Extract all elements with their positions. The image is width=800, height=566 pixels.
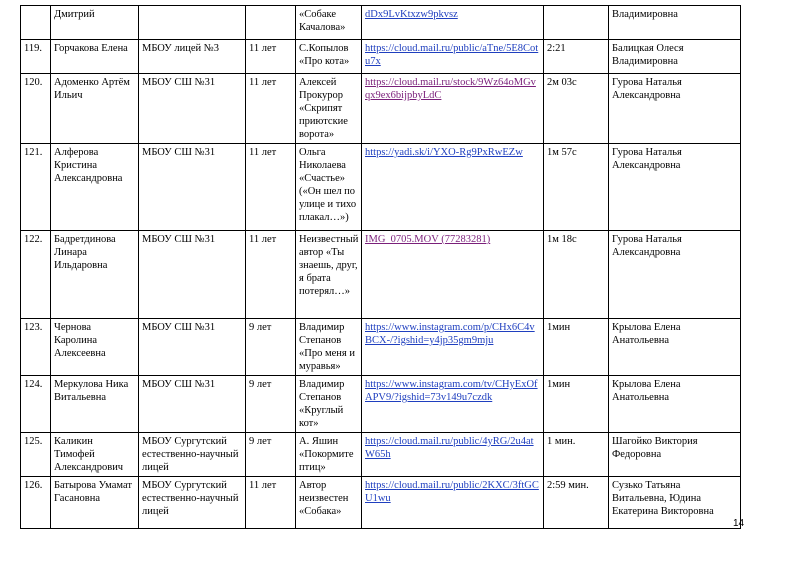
- participant-name-cell: [51, 6, 139, 40]
- participant-name-cell: [51, 144, 139, 231]
- duration-cell: [544, 6, 609, 40]
- duration-cell: [544, 74, 609, 144]
- table-row: [21, 6, 741, 40]
- video-link-cell: [362, 6, 544, 40]
- work-title-cell: [296, 376, 362, 433]
- duration: 2:21: [547, 43, 566, 54]
- participant-age: 9 лет: [249, 379, 272, 390]
- row-number-cell: [21, 144, 51, 231]
- participant-age-cell: [246, 477, 296, 529]
- teacher-name-cell: [609, 74, 741, 144]
- row-number-cell: [21, 231, 51, 319]
- teacher-name-cell: [609, 477, 741, 529]
- duration-cell: [544, 144, 609, 231]
- participant-name-cell: [51, 319, 139, 376]
- row-number: 123.: [24, 322, 43, 333]
- duration: 1 мин.: [547, 436, 576, 447]
- duration: 1мин: [547, 379, 571, 390]
- work-title-cell: [296, 231, 362, 319]
- video-link-cell: [362, 477, 544, 529]
- video-link[interactable]: dDx9LvKtxzw9pkvsz: [365, 9, 458, 20]
- teacher-name: Гурова Наталья Александровна: [612, 77, 682, 101]
- participant-age: 11 лет: [249, 480, 277, 491]
- duration-cell: [544, 376, 609, 433]
- school-name: МБОУ СШ №31: [142, 379, 216, 390]
- school-name-cell: [139, 40, 246, 74]
- row-number: 119.: [24, 43, 42, 54]
- video-link-cell: [362, 74, 544, 144]
- participant-age: 11 лет: [249, 234, 277, 245]
- school-name: МБОУ СШ №31: [142, 322, 216, 333]
- participant-name-cell: [51, 376, 139, 433]
- teacher-name: Владимировна: [612, 9, 678, 20]
- participant-age: 11 лет: [249, 147, 277, 158]
- row-number: 120.: [24, 77, 43, 88]
- participant-name-cell: [51, 433, 139, 477]
- participant-age-cell: [246, 6, 296, 40]
- duration-cell: [544, 433, 609, 477]
- video-link-cell: [362, 433, 544, 477]
- row-number: 124.: [24, 379, 43, 390]
- row-number-cell: [21, 433, 51, 477]
- participant-age-cell: [246, 40, 296, 74]
- participant-name-cell: [51, 74, 139, 144]
- table-row: [21, 376, 741, 433]
- row-number-cell: [21, 40, 51, 74]
- participant-name: Бадретдинова Линара Ильдаровна: [54, 234, 116, 271]
- duration: 2м 03с: [547, 77, 577, 88]
- participants-table: [20, 5, 741, 529]
- page-number: 14: [733, 518, 745, 529]
- video-link-cell: [362, 319, 544, 376]
- duration: 1м 18с: [547, 234, 577, 245]
- school-name-cell: [139, 477, 246, 529]
- row-number-cell: [21, 319, 51, 376]
- table-row: [21, 231, 741, 319]
- row-number: 126.: [24, 480, 43, 491]
- participant-name-cell: [51, 477, 139, 529]
- teacher-name: Сузько Татьяна Витальевна, Юдина Екатерина Викторовна: [612, 480, 714, 517]
- work-title: Владимир Степанов «Круглый кот»: [299, 379, 345, 429]
- work-title: А. Яшин «Покормите птиц»: [299, 436, 354, 473]
- participant-name: Алферова Кристина Александровна: [54, 147, 123, 184]
- work-title: Алексей Прокурор «Скрипят приютские ворота»: [299, 77, 348, 140]
- teacher-name-cell: [609, 231, 741, 319]
- video-link[interactable]: https://cloud.mail.ru/public/4yRG/2u4atW65h: [365, 436, 534, 460]
- work-title-cell: [296, 319, 362, 376]
- work-title: Ольга Николаева «Счастье» («Он шел по улице и тихо плакал…»): [299, 147, 357, 223]
- work-title-cell: [296, 144, 362, 231]
- row-number: 125.: [24, 436, 43, 447]
- row-number-cell: [21, 74, 51, 144]
- row-number: 122.: [24, 234, 43, 245]
- duration-cell: [544, 231, 609, 319]
- duration: 1м 57с: [547, 147, 577, 158]
- teacher-name: Шагойко Виктория Федоровна: [612, 436, 698, 460]
- work-title-cell: [296, 477, 362, 529]
- work-title-cell: [296, 6, 362, 40]
- participant-age-cell: [246, 376, 296, 433]
- participant-age: 9 лет: [249, 436, 272, 447]
- row-number: 121.: [24, 147, 43, 158]
- duration-cell: [544, 477, 609, 529]
- school-name-cell: [139, 231, 246, 319]
- duration-cell: [544, 40, 609, 74]
- participant-age-cell: [246, 74, 296, 144]
- school-name: МБОУ лицей №3: [142, 43, 219, 54]
- duration: 1мин: [547, 322, 571, 333]
- table-row: [21, 319, 741, 376]
- work-title: «Собаке Качалова»: [299, 9, 346, 33]
- participant-age: 11 лет: [249, 43, 277, 54]
- participant-age-cell: [246, 433, 296, 477]
- teacher-name-cell: [609, 319, 741, 376]
- video-link[interactable]: https://cloud.mail.ru/stock/9Wz64oMGvqx9ex6bijpbyLdC: [365, 77, 536, 101]
- school-name-cell: [139, 319, 246, 376]
- video-link[interactable]: https://yadi.sk/i/YXO-Rg9PxRwEZw: [365, 147, 523, 158]
- duration-cell: [544, 319, 609, 376]
- work-title: Неизвестный автор «Ты знаешь, друг, я брата потерял…»: [299, 234, 359, 297]
- video-link-cell: [362, 376, 544, 433]
- participant-name: Меркулова Ника Витальевна: [54, 379, 129, 403]
- school-name: МБОУ Сургутский естественно-научный лицей: [142, 480, 239, 517]
- school-name-cell: [139, 144, 246, 231]
- video-link-cell: [362, 40, 544, 74]
- participant-name: Дмитрий: [54, 9, 95, 20]
- row-number-cell: [21, 376, 51, 433]
- participant-name: Чернова Каролина Алексеевна: [54, 322, 106, 359]
- video-link[interactable]: https://cloud.mail.ru/public/aTne/5E8Cotu7x: [365, 43, 539, 67]
- school-name: МБОУ СШ №31: [142, 147, 216, 158]
- participant-age: 11 лет: [249, 77, 277, 88]
- participant-name: Горчакова Елена: [54, 43, 128, 54]
- table-row: [21, 74, 741, 144]
- participant-name-cell: [51, 40, 139, 74]
- teacher-name: Гурова Наталья Александровна: [612, 234, 682, 258]
- teacher-name-cell: [609, 433, 741, 477]
- school-name-cell: [139, 433, 246, 477]
- video-link[interactable]: https://www.instagram.com/p/CHx6C4vBCX-/?igshid=y4jp35gm9mju: [365, 322, 535, 346]
- participant-name: Батырова Умамат Гасановна: [54, 480, 132, 504]
- school-name-cell: [139, 6, 246, 40]
- school-name-cell: [139, 376, 246, 433]
- video-link[interactable]: https://www.instagram.com/tv/CHyExOfAPV9/?igshid=73v149u7czdk: [365, 379, 538, 403]
- work-title: Владимир Степанов «Про меня и муравья»: [299, 322, 355, 372]
- video-link-cell: [362, 144, 544, 231]
- teacher-name: Балицкая Олеся Владимировна: [612, 43, 684, 67]
- school-name-cell: [139, 74, 246, 144]
- work-title-cell: [296, 433, 362, 477]
- school-name: МБОУ СШ №31: [142, 234, 216, 245]
- teacher-name: Крылова Елена Анатольевна: [612, 379, 681, 403]
- teacher-name-cell: [609, 144, 741, 231]
- table-row: [21, 433, 741, 477]
- table-row: [21, 40, 741, 74]
- work-title-cell: [296, 74, 362, 144]
- work-title: С.Копылов «Про кота»: [299, 43, 350, 67]
- teacher-name: Гурова Наталья Александровна: [612, 147, 682, 171]
- participant-name: Каликин Тимофей Александрович: [54, 436, 124, 473]
- row-number-cell: [21, 6, 51, 40]
- teacher-name-cell: [609, 376, 741, 433]
- teacher-name-cell: [609, 40, 741, 74]
- teacher-name-cell: [609, 6, 741, 40]
- work-title: Автор неизвестен «Собака»: [299, 480, 349, 517]
- work-title-cell: [296, 40, 362, 74]
- participant-age: 9 лет: [249, 322, 272, 333]
- table-row: [21, 144, 741, 231]
- participant-age-cell: [246, 144, 296, 231]
- duration: 2:59 мин.: [547, 480, 589, 491]
- participant-name-cell: [51, 231, 139, 319]
- participant-age-cell: [246, 231, 296, 319]
- video-link[interactable]: IMG_0705.MOV (77283281): [365, 234, 491, 245]
- table-row: [21, 477, 741, 529]
- teacher-name: Крылова Елена Анатольевна: [612, 322, 681, 346]
- participant-age-cell: [246, 319, 296, 376]
- video-link-cell: [362, 231, 544, 319]
- video-link[interactable]: https://cloud.mail.ru/public/2KXC/3ftGCU1wu: [365, 480, 539, 504]
- school-name: МБОУ Сургутский естественно-научный лицей: [142, 436, 239, 473]
- participant-name: Адоменко Артём Ильич: [54, 77, 130, 101]
- row-number-cell: [21, 477, 51, 529]
- school-name: МБОУ СШ №31: [142, 77, 216, 88]
